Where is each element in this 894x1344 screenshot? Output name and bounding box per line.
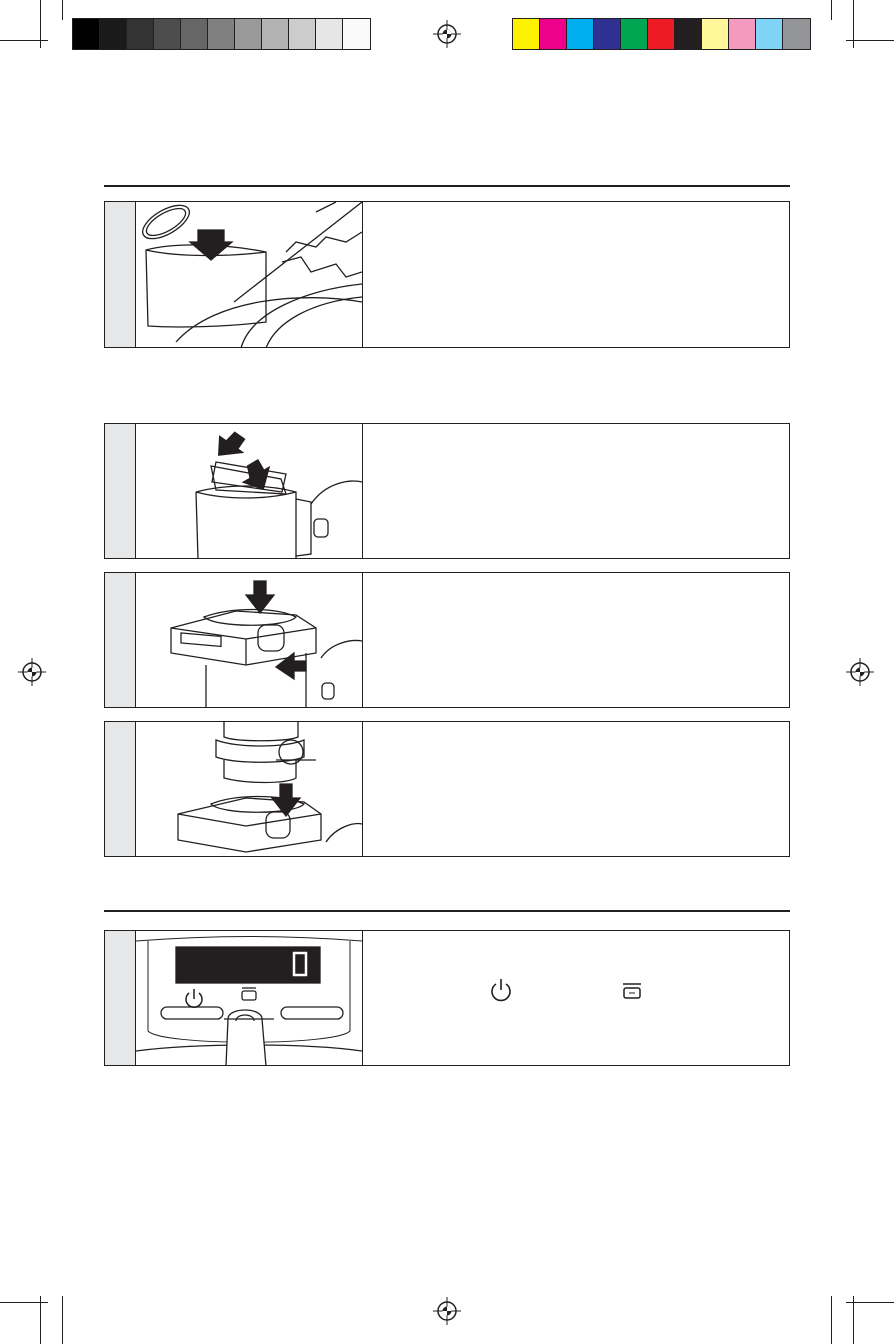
hopper-attach-illustration xyxy=(136,722,363,856)
crop-mark xyxy=(40,1296,41,1344)
grind-button-icon xyxy=(621,982,643,1000)
step-1-text xyxy=(363,202,789,347)
step-number-column xyxy=(105,202,136,347)
color-swatch xyxy=(729,19,756,49)
step-number-column xyxy=(105,931,136,1065)
power-icon xyxy=(489,977,513,1003)
color-swatch xyxy=(513,19,540,49)
step-number-column xyxy=(105,424,136,558)
grinder-base-attach-illustration xyxy=(136,573,363,707)
section-rule xyxy=(104,910,790,912)
registration-mark-icon xyxy=(433,1297,461,1325)
step-4-row xyxy=(104,721,790,857)
color-swatch xyxy=(100,19,127,49)
color-swatch xyxy=(648,19,675,49)
registration-mark-icon xyxy=(18,658,46,686)
color-swatch xyxy=(154,19,181,49)
step-3-text xyxy=(363,573,789,707)
color-swatch xyxy=(621,19,648,49)
color-swatch xyxy=(181,19,208,49)
color-swatch xyxy=(262,19,289,49)
crop-mark xyxy=(831,0,832,20)
filter-basket-insert-illustration xyxy=(136,424,363,558)
color-swatch xyxy=(567,19,594,49)
color-swatch xyxy=(235,19,262,49)
color-swatch xyxy=(702,19,729,49)
color-swatch xyxy=(343,19,370,49)
crop-mark xyxy=(853,0,854,48)
step-4-text xyxy=(363,722,789,856)
color-swatch xyxy=(675,19,702,49)
color-swatch xyxy=(73,19,100,49)
step-5-row xyxy=(104,930,790,1066)
color-swatch xyxy=(127,19,154,49)
grind-button-icon xyxy=(242,988,256,1000)
crop-mark xyxy=(40,0,41,48)
step-number-column xyxy=(105,573,136,707)
color-swatch xyxy=(783,19,810,49)
color-swatch xyxy=(756,19,783,49)
color-swatch xyxy=(316,19,343,49)
crop-mark xyxy=(831,1296,832,1344)
power-icon xyxy=(186,989,202,1007)
crop-mark xyxy=(853,1296,854,1344)
step-2-row xyxy=(104,423,790,559)
process-color-bar xyxy=(512,18,811,50)
control-panel-press-illustration xyxy=(136,931,363,1065)
lid-onto-cup-illustration xyxy=(136,202,363,347)
step-1-row xyxy=(104,201,790,348)
step-3-row xyxy=(104,572,790,708)
grayscale-color-bar xyxy=(72,18,371,50)
step-2-text xyxy=(363,424,789,558)
crop-mark xyxy=(62,0,63,20)
step-5-text xyxy=(363,931,789,1065)
color-swatch xyxy=(540,19,567,49)
registration-mark-icon xyxy=(433,20,461,48)
color-swatch xyxy=(289,19,316,49)
color-swatch xyxy=(594,19,621,49)
section-rule xyxy=(104,185,790,187)
registration-mark-icon xyxy=(846,658,874,686)
color-swatch xyxy=(208,19,235,49)
step-number-column xyxy=(105,722,136,856)
crop-mark xyxy=(62,1296,63,1344)
